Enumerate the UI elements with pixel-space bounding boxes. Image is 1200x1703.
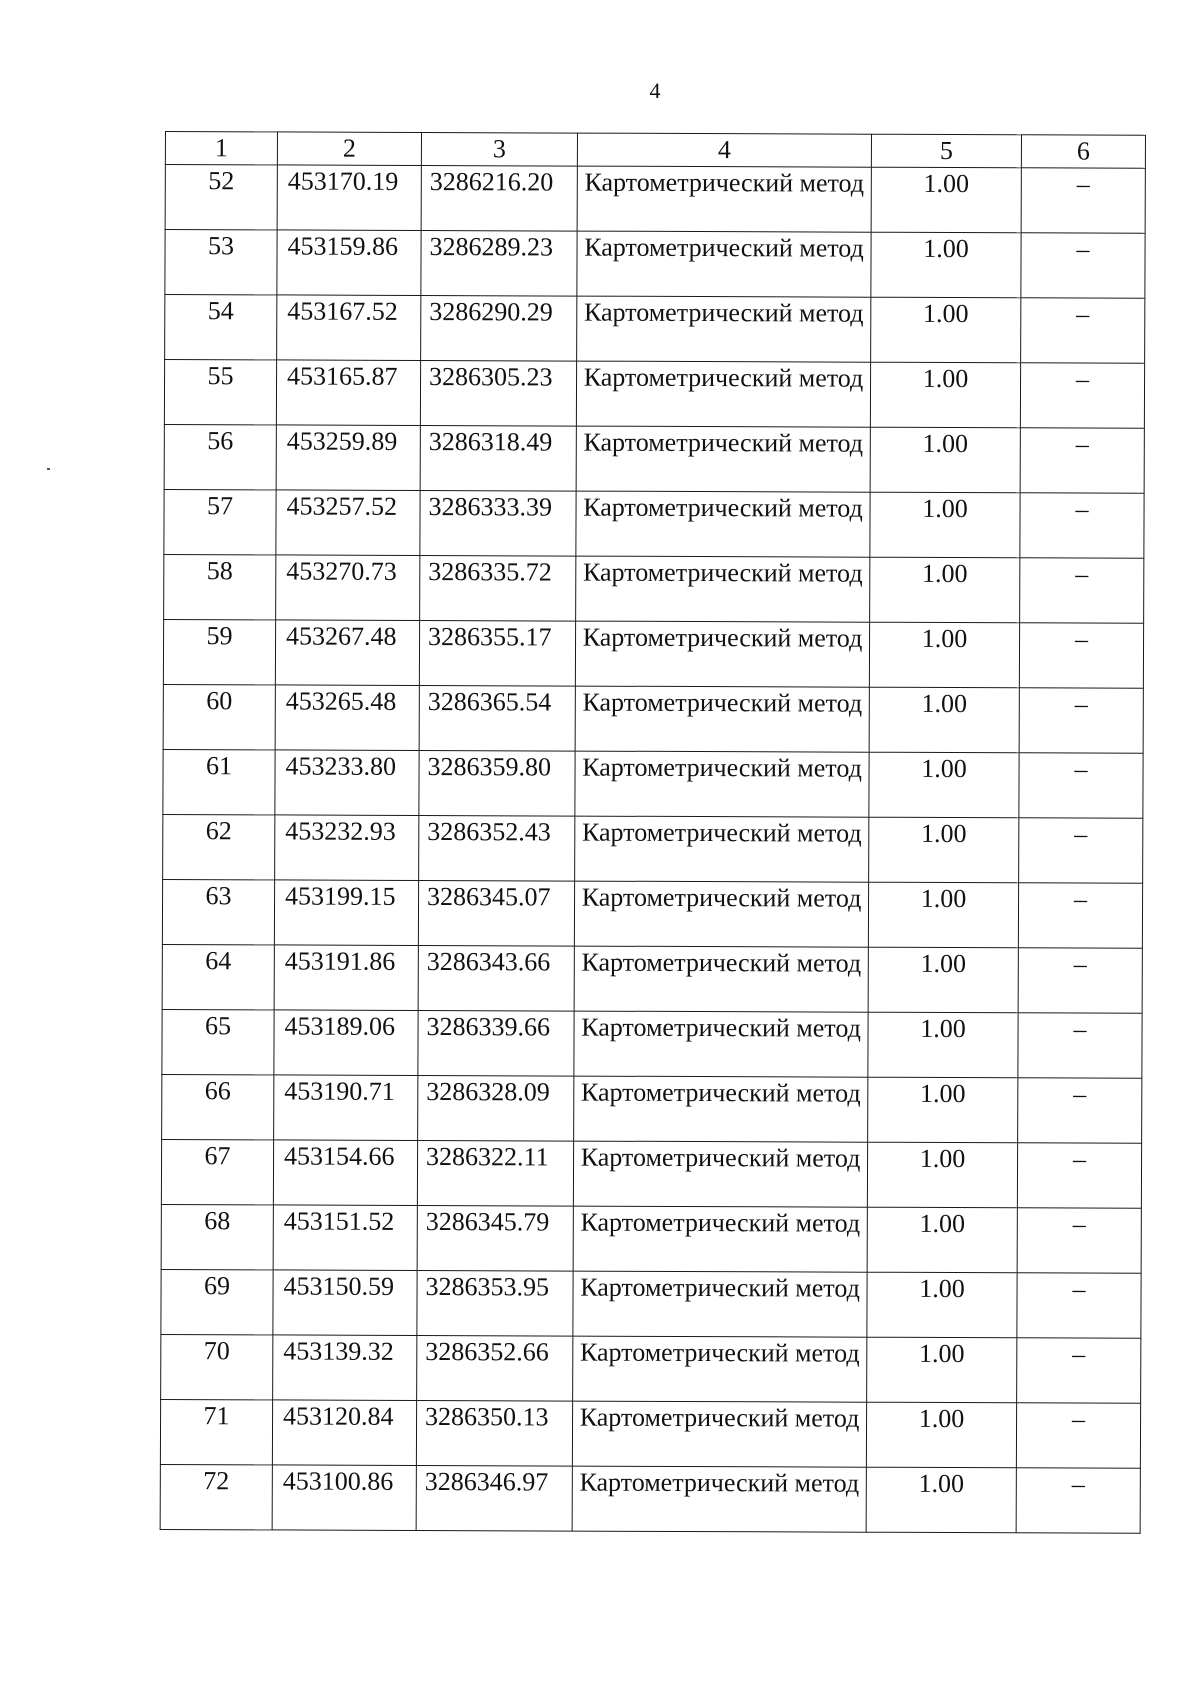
cell-point-number: 67 bbox=[161, 1139, 273, 1204]
cell-x-coordinate: 453100.86 bbox=[272, 1465, 416, 1531]
cell-point-number: 54 bbox=[165, 295, 277, 360]
cell-accuracy: 1.00 bbox=[867, 1272, 1017, 1338]
cell-description: – bbox=[1020, 558, 1144, 623]
cell-point-number: 63 bbox=[162, 879, 274, 944]
cell-x-coordinate: 453199.15 bbox=[274, 880, 418, 946]
table-row bbox=[162, 1009, 1142, 1078]
cell-x-coordinate: 453120.84 bbox=[272, 1400, 416, 1466]
cell-point-number: 61 bbox=[163, 749, 275, 814]
cell-point-number: 52 bbox=[165, 165, 277, 230]
table-header bbox=[165, 132, 1145, 169]
cell-y-coordinate: 3286216.20 bbox=[421, 165, 577, 231]
cell-accuracy: 1.00 bbox=[871, 232, 1021, 298]
cell-description: – bbox=[1018, 948, 1142, 1013]
cell-point-number: 59 bbox=[163, 619, 275, 684]
cell-y-coordinate: 3286328.09 bbox=[418, 1075, 574, 1141]
cell-x-coordinate: 453267.48 bbox=[275, 620, 419, 686]
table-row bbox=[161, 1334, 1141, 1403]
cell-accuracy: 1.00 bbox=[871, 297, 1021, 363]
cell-y-coordinate: 3286350.13 bbox=[416, 1400, 572, 1466]
cell-y-coordinate: 3286359.80 bbox=[419, 750, 575, 816]
cell-accuracy: 1.00 bbox=[869, 687, 1019, 753]
cell-method: Картометрический метод bbox=[573, 1141, 867, 1207]
cell-accuracy: 1.00 bbox=[867, 1142, 1017, 1208]
cell-x-coordinate: 453191.86 bbox=[274, 945, 418, 1011]
table-row bbox=[163, 814, 1143, 883]
cell-x-coordinate: 453159.86 bbox=[277, 230, 421, 296]
cell-description: – bbox=[1018, 1078, 1142, 1143]
column-header-2: 2 bbox=[277, 132, 421, 166]
cell-method: Картометрический метод bbox=[577, 166, 871, 232]
cell-x-coordinate: 453165.87 bbox=[276, 360, 420, 426]
column-header-5: 5 bbox=[871, 134, 1021, 168]
cell-x-coordinate: 453189.06 bbox=[274, 1010, 418, 1076]
cell-description: – bbox=[1018, 883, 1142, 948]
cell-point-number: 70 bbox=[161, 1334, 273, 1399]
cell-method: Картометрический метод bbox=[572, 1466, 866, 1532]
table-row bbox=[162, 944, 1142, 1013]
cell-y-coordinate: 3286343.66 bbox=[418, 945, 574, 1011]
cell-method: Картометрический метод bbox=[577, 296, 871, 362]
cell-accuracy: 1.00 bbox=[868, 1012, 1018, 1078]
cell-y-coordinate: 3286339.66 bbox=[418, 1010, 574, 1076]
cell-description: – bbox=[1019, 623, 1143, 688]
cell-method: Картометрический метод bbox=[575, 621, 869, 687]
cell-method: Картометрический метод bbox=[576, 361, 870, 427]
cell-method: Картометрический метод bbox=[575, 686, 869, 752]
cell-description: – bbox=[1019, 753, 1143, 818]
table-row bbox=[160, 1464, 1140, 1533]
cell-point-number: 71 bbox=[160, 1399, 272, 1464]
cell-point-number: 60 bbox=[163, 684, 275, 749]
cell-y-coordinate: 3286345.79 bbox=[417, 1205, 573, 1271]
cell-description: – bbox=[1021, 233, 1145, 298]
cell-point-number: 72 bbox=[160, 1464, 272, 1529]
cell-method: Картометрический метод bbox=[574, 1011, 868, 1077]
cell-point-number: 69 bbox=[161, 1269, 273, 1334]
table-row bbox=[163, 619, 1143, 688]
cell-x-coordinate: 453167.52 bbox=[277, 295, 421, 361]
cell-accuracy: 1.00 bbox=[869, 817, 1019, 883]
cell-accuracy: 1.00 bbox=[869, 752, 1019, 818]
table-body bbox=[160, 165, 1145, 1534]
cell-x-coordinate: 453259.89 bbox=[276, 425, 420, 491]
cell-y-coordinate: 3286305.23 bbox=[420, 360, 576, 426]
cell-y-coordinate: 3286352.43 bbox=[419, 815, 575, 881]
cell-description: – bbox=[1017, 1338, 1141, 1403]
cell-x-coordinate: 453170.19 bbox=[277, 165, 421, 231]
cell-accuracy: 1.00 bbox=[867, 1337, 1017, 1403]
cell-description: – bbox=[1019, 818, 1143, 883]
cell-y-coordinate: 3286318.49 bbox=[420, 425, 576, 491]
cell-method: Картометрический метод bbox=[574, 946, 868, 1012]
cell-y-coordinate: 3286289.23 bbox=[421, 230, 577, 296]
column-header-4: 4 bbox=[577, 133, 871, 167]
cell-accuracy: 1.00 bbox=[870, 427, 1020, 493]
cell-y-coordinate: 3286333.39 bbox=[420, 490, 576, 556]
cell-description: – bbox=[1019, 688, 1143, 753]
cell-method: Картометрический метод bbox=[573, 1271, 867, 1337]
table-row bbox=[161, 1204, 1141, 1273]
cell-method: Картометрический метод bbox=[575, 816, 869, 882]
cell-description: – bbox=[1020, 493, 1144, 558]
cell-x-coordinate: 453151.52 bbox=[273, 1205, 417, 1271]
cell-description: – bbox=[1021, 168, 1145, 233]
column-header-1: 1 bbox=[165, 132, 277, 165]
table-row bbox=[164, 554, 1144, 623]
table-row bbox=[162, 1074, 1142, 1143]
header-row bbox=[165, 132, 1145, 169]
cell-y-coordinate: 3286365.54 bbox=[419, 685, 575, 751]
cell-point-number: 58 bbox=[164, 554, 276, 619]
cell-description: – bbox=[1021, 298, 1145, 363]
cell-y-coordinate: 3286322.11 bbox=[417, 1140, 573, 1206]
cell-method: Картометрический метод bbox=[576, 426, 870, 492]
cell-description: – bbox=[1017, 1208, 1141, 1273]
column-header-6: 6 bbox=[1021, 135, 1145, 168]
cell-point-number: 53 bbox=[165, 230, 277, 295]
table-row bbox=[164, 489, 1144, 558]
cell-accuracy: 1.00 bbox=[870, 492, 1020, 558]
cell-x-coordinate: 453265.48 bbox=[275, 685, 419, 751]
table-row bbox=[164, 424, 1144, 493]
column-header-3: 3 bbox=[421, 132, 577, 166]
cell-point-number: 62 bbox=[163, 814, 275, 879]
cell-accuracy: 1.00 bbox=[870, 362, 1020, 428]
cell-point-number: 68 bbox=[161, 1204, 273, 1269]
cell-method: Картометрический метод bbox=[572, 1401, 866, 1467]
table-row bbox=[164, 360, 1144, 429]
cell-method: Картометрический метод bbox=[575, 751, 869, 817]
cell-x-coordinate: 453139.32 bbox=[273, 1335, 417, 1401]
table-row bbox=[161, 1269, 1141, 1338]
cell-point-number: 66 bbox=[162, 1074, 274, 1139]
cell-x-coordinate: 453154.66 bbox=[273, 1140, 417, 1206]
cell-method: Картометрический метод bbox=[574, 1076, 868, 1142]
cell-point-number: 57 bbox=[164, 489, 276, 554]
cell-method: Картометрический метод bbox=[573, 1206, 867, 1272]
cell-accuracy: 1.00 bbox=[871, 167, 1021, 233]
cell-x-coordinate: 453232.93 bbox=[275, 815, 419, 881]
cell-y-coordinate: 3286352.66 bbox=[417, 1335, 573, 1401]
cell-x-coordinate: 453233.80 bbox=[275, 750, 419, 816]
cell-method: Картометрический метод bbox=[576, 491, 870, 557]
page-number: 4 bbox=[649, 78, 661, 103]
table-row bbox=[165, 165, 1145, 234]
cell-accuracy: 1.00 bbox=[868, 1077, 1018, 1143]
cell-accuracy: 1.00 bbox=[869, 622, 1019, 688]
cell-accuracy: 1.00 bbox=[866, 1467, 1016, 1533]
cell-description: – bbox=[1016, 1468, 1140, 1533]
cell-description: – bbox=[1020, 363, 1144, 428]
table-row bbox=[163, 749, 1143, 818]
cell-description: – bbox=[1018, 1013, 1142, 1078]
cell-x-coordinate: 453150.59 bbox=[273, 1270, 417, 1336]
cell-accuracy: 1.00 bbox=[866, 1402, 1016, 1468]
cell-method: Картометрический метод bbox=[577, 231, 871, 297]
cell-x-coordinate: 453190.71 bbox=[274, 1075, 418, 1141]
cell-accuracy: 1.00 bbox=[867, 1207, 1017, 1273]
table-row bbox=[160, 1399, 1140, 1468]
cell-y-coordinate: 3286355.17 bbox=[419, 620, 575, 686]
cell-y-coordinate: 3286353.95 bbox=[417, 1270, 573, 1336]
table-row bbox=[161, 1139, 1141, 1208]
cell-accuracy: 1.00 bbox=[868, 882, 1018, 948]
cell-method: Картометрический метод bbox=[573, 1336, 867, 1402]
cell-y-coordinate: 3286345.07 bbox=[418, 880, 574, 946]
cell-description: – bbox=[1016, 1403, 1140, 1468]
cell-description: – bbox=[1017, 1273, 1141, 1338]
cell-point-number: 65 bbox=[162, 1009, 274, 1074]
cell-x-coordinate: 453270.73 bbox=[276, 555, 420, 621]
cell-y-coordinate: 3286290.29 bbox=[421, 295, 577, 361]
cell-point-number: 56 bbox=[164, 424, 276, 489]
cell-y-coordinate: 3286335.72 bbox=[420, 555, 576, 621]
cell-method: Картометрический метод bbox=[574, 881, 868, 947]
table-row bbox=[162, 879, 1142, 948]
table-row bbox=[165, 295, 1145, 364]
cell-description: – bbox=[1020, 428, 1144, 493]
cell-point-number: 64 bbox=[162, 944, 274, 1009]
cell-y-coordinate: 3286346.97 bbox=[416, 1465, 572, 1531]
cell-description: – bbox=[1017, 1143, 1141, 1208]
cell-x-coordinate: 453257.52 bbox=[276, 490, 420, 556]
cell-point-number: 55 bbox=[164, 360, 276, 425]
table-row bbox=[163, 684, 1143, 753]
cell-accuracy: 1.00 bbox=[870, 557, 1020, 623]
coordinates-table bbox=[160, 131, 1146, 1534]
cell-method: Картометрический метод bbox=[576, 556, 870, 622]
table-row bbox=[165, 230, 1145, 299]
scan-speck bbox=[47, 468, 50, 470]
cell-accuracy: 1.00 bbox=[868, 947, 1018, 1013]
